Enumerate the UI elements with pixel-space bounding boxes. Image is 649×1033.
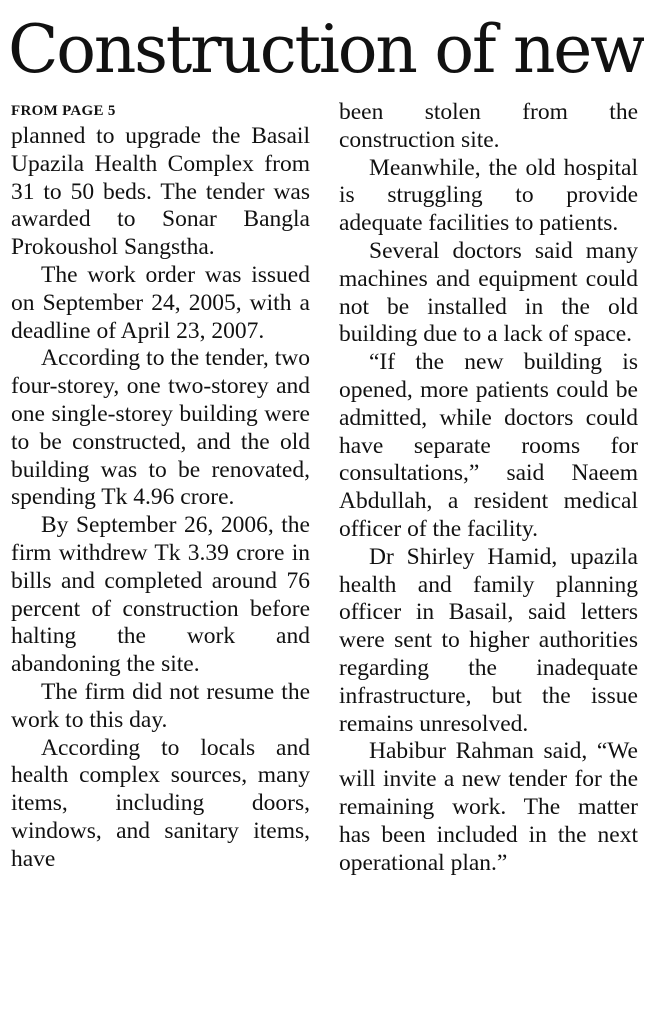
continuation-kicker: FROM PAGE 5: [11, 103, 116, 119]
paragraph: “If the new building is opened, more patients could be admitted, while doctors could have separate rooms for consultations,” said Naeem Abdullah, a resident medical officer of the facility.: [339, 349, 638, 542]
paragraph: According to locals and health complex sources, many items, including doors, windows, and sanitary items, have: [11, 734, 310, 872]
headline: Construction of new: [8, 11, 644, 88]
paragraph: By September 26, 2006, the firm withdrew Tk 3.39 crore in bills and completed around 76 percent of construction before halting the work and abandoning the site.: [11, 512, 310, 678]
paragraph: Meanwhile, the old hospital is struggling to provide adequate facilities to patients.: [339, 154, 638, 237]
paragraph: The work order was issued on September 24, 2005, with a deadline of April 23, 2007.: [11, 261, 310, 344]
paragraph: Habibur Rahman said, “We will invite a new tender for the remaining work. The matter has been included in the next operational plan.”: [339, 738, 638, 876]
article-column-right: [339, 99, 638, 877]
paragraph: According to the tender, two four-storey, one two-storey and one single-storey building were to be constructed, and the old building was to be renovated, spending Tk 4.96 crore.: [11, 345, 310, 511]
paragraph: Dr Shirley Hamid, upazila health and family planning officer in Basail, said letters were sent to higher authorities regarding the inadequate infrastructure, but the issue remains unresolved.: [339, 543, 638, 737]
paragraph: planned to upgrade the Basail Upazila Health Complex from 31 to 50 beds. The tender was awarded to Sonar Bangla Prokoushol Sangstha.: [11, 123, 310, 261]
paragraph: The firm did not resume the work to this day.: [11, 678, 310, 733]
paragraph: Several doctors said many machines and equipment could not be installed in the old building due to a lack of space.: [339, 237, 638, 348]
article-column-left: [11, 99, 310, 874]
paragraph: been stolen from the construction site.: [339, 99, 638, 153]
